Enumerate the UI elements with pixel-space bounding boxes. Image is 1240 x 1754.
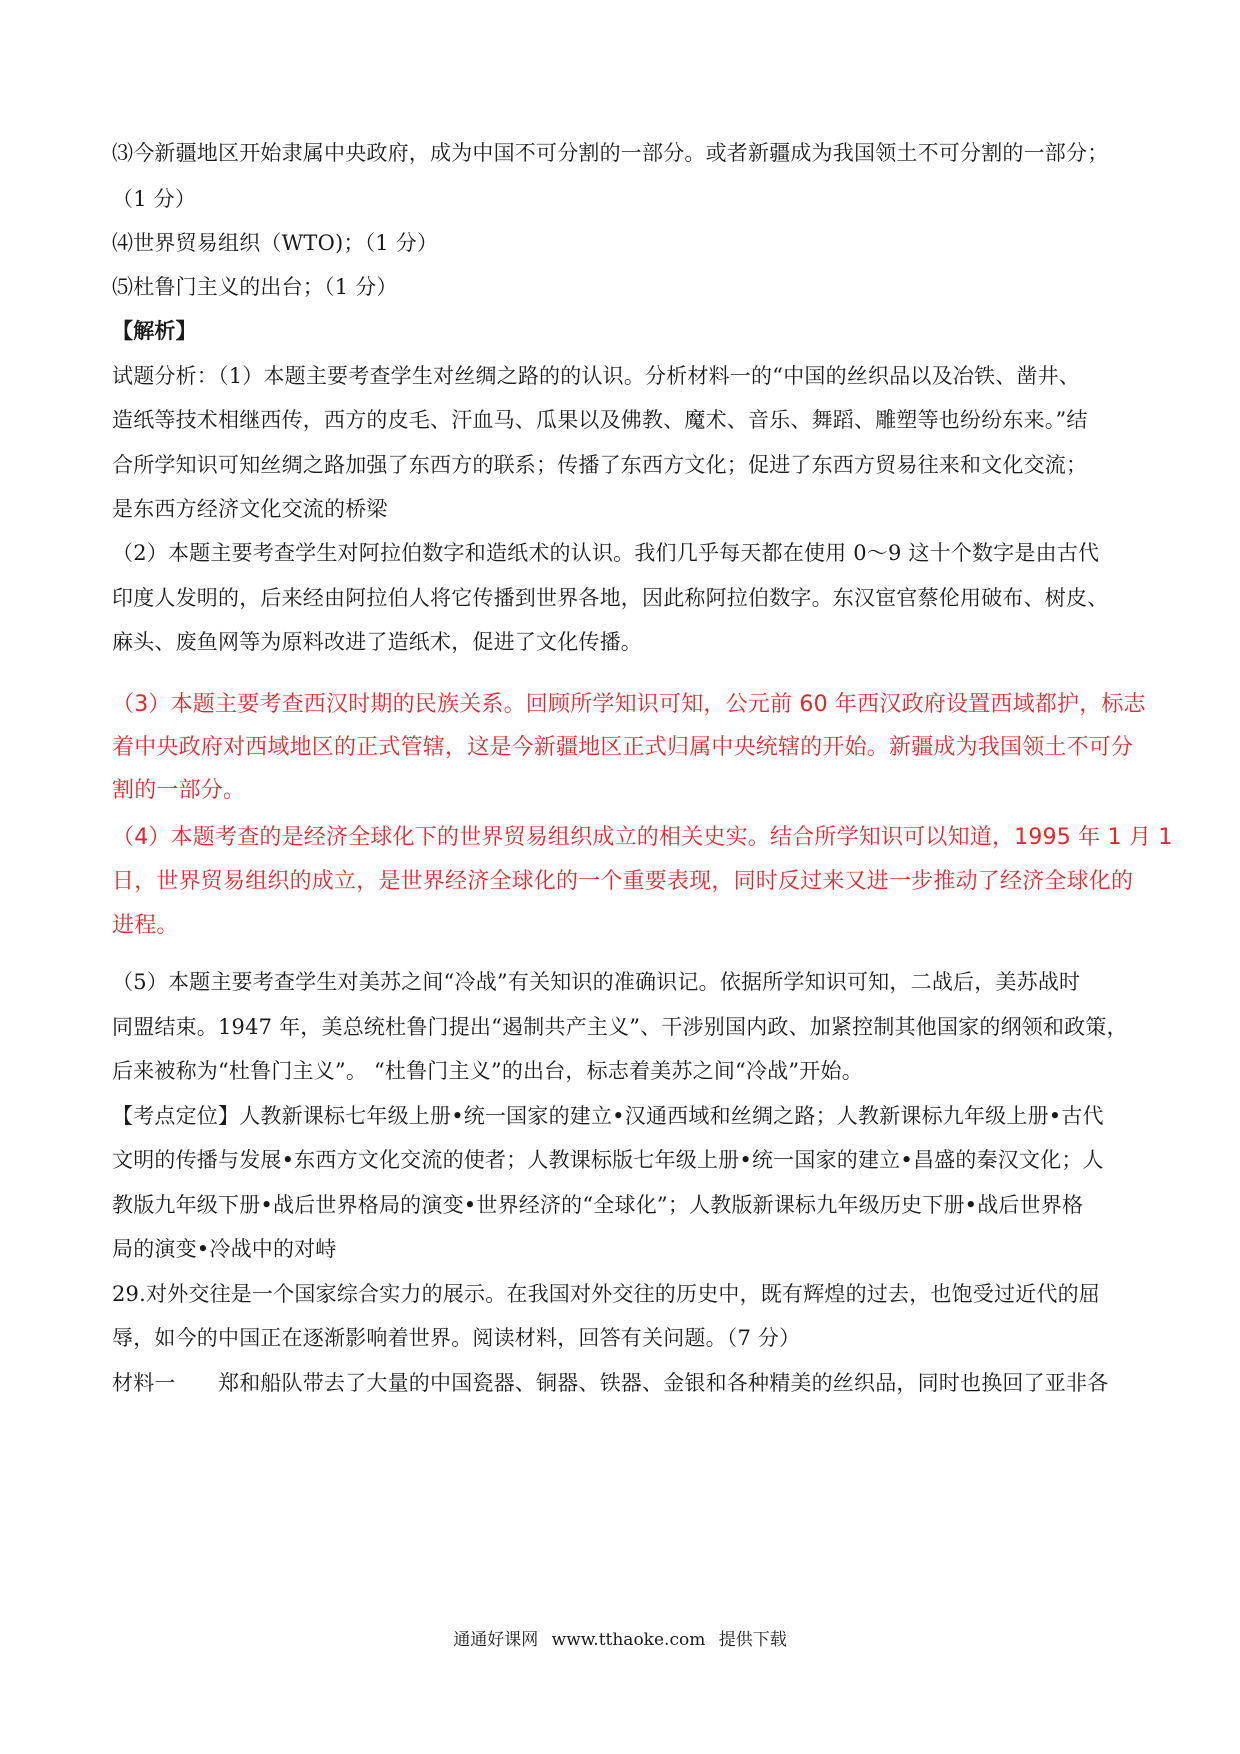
kaodian-line: 【考点定位】人教新课标七年级上册•统一国家的建立•汉通西域和丝绸之路；人教新课标九年级上册•古代 xyxy=(112,1104,1104,1128)
analysis-heading: 【解析】 xyxy=(112,318,197,343)
analysis-p4-red-line: 日，世界贸易组织的成立，是世界经济全球化的一个重要表现，同时反过来又进一步推动了经济全球化的 xyxy=(112,869,1134,894)
analysis-p4-red-line: 进程。 xyxy=(112,913,179,938)
analysis-p5-line: 后来被称为“杜鲁门主义”。 “杜鲁门主义”的出台，标志着美苏之间“冷战”开始。 xyxy=(112,1059,863,1083)
kaodian-line: 教版九年级下册•战后世界格局的演变•世界经济的“全球化”；人教版新课标九年级历史下册•战后世界格 xyxy=(112,1193,1084,1217)
answer-4: ⑷世界贸易组织（WTO)；（1 分） xyxy=(112,231,439,255)
kaodian-line: 文明的传播与发展•东西方文化交流的使者；人教课标版七年级上册•统一国家的建立•昌盛的秦汉文化；人 xyxy=(112,1148,1104,1172)
analysis-p2-line: 印度人发明的，后来经由阿拉伯人将它传播到世界各地，因此称阿拉伯数字。东汉宦官蔡伦用破布、树皮、 xyxy=(112,586,1109,610)
analysis-p3-red-line: 割的一部分。 xyxy=(112,778,246,803)
question-29-line: 辱，如今的中国正在逐渐影响着世界。阅读材料，回答有关问题。（7 分） xyxy=(112,1326,801,1350)
footer-url[interactable]: www.tthaoke.com xyxy=(551,1630,706,1650)
question-29-line: 29.对外交往是一个国家综合实力的展示。在我国对外交往的历史中，既有辉煌的过去，也饱受过近代的屈 xyxy=(112,1282,1100,1306)
analysis-p3-red-line: （3）本题主要考查西汉时期的民族关系。回顾所学知识可知，公元前 60 年西汉政府设置西域都护，标志 xyxy=(112,692,1146,717)
analysis-p5-line: （5）本题主要考查学生对美苏之间“冷战”有关知识的准确识记。依据所学知识可知，二战后，美苏战时 xyxy=(112,970,1081,994)
analysis-p5-line: 同盟结束。1947 年，美总统杜鲁门提出“遏制共产主义”、干涉别国内政、加紧控制其他国家的纲领和政策， xyxy=(112,1015,1128,1039)
kaodian-line: 局的演变•冷战中的对峙 xyxy=(112,1237,337,1261)
footer-site-name: 通通好课网 xyxy=(453,1630,539,1650)
answer-5: ⑸杜鲁门主义的出台；（1 分） xyxy=(112,275,398,299)
analysis-p1-line: 合所学知识可知丝绸之路加强了东西方的联系；传播了东西方文化；促进了东西方贸易往来和文化交流； xyxy=(112,453,1088,477)
analysis-p1-line: 是东西方经济文化交流的桥梁 xyxy=(112,497,388,521)
footer-suffix: 提供下载 xyxy=(718,1630,787,1650)
page-footer xyxy=(0,1627,1240,1653)
analysis-p2-line: （2）本题主要考查学生对阿拉伯数字和造纸术的认识。我们几乎每天都在使用 0～9 这十个数字是由古代 xyxy=(112,541,1100,565)
answer-3-line-2: （1 分） xyxy=(112,187,197,211)
analysis-p4-red-line: （4）本题考查的是经济全球化下的世界贸易组织成立的相关史实。结合所学知识可以知道，1995 年 1 月 1 xyxy=(112,825,1173,850)
analysis-p1-line: 试题分析：（1）本题主要考查学生对丝绸之路的的认识。分析材料一的“中国的丝织品以及冶铁、凿井、 xyxy=(112,364,1080,388)
material-1: 材料一 郑和船队带去了大量的中国瓷器、铜器、铁器、金银和各种精美的丝织品，同时也换回了亚非各 xyxy=(112,1371,1109,1395)
analysis-p1-line: 造纸等技术相继西传，西方的皮毛、汗血马、瓜果以及佛教、魔术、音乐、舞蹈、雕塑等也纷纷东来。”结 xyxy=(112,408,1088,432)
analysis-p2-line: 麻头、废鱼网等为原料改进了造纸术，促进了文化传播。 xyxy=(112,630,642,654)
analysis-p3-red-line: 着中央政府对西域地区的正式管辖，这是今新疆地区正式归属中央统辖的开始。新疆成为我国领土不可分 xyxy=(112,735,1134,760)
answer-3-line-1: ⑶今新疆地区开始隶属中央政府，成为中国不可分割的一部分。或者新疆成为我国领土不可分割的一部分； xyxy=(112,141,1109,165)
